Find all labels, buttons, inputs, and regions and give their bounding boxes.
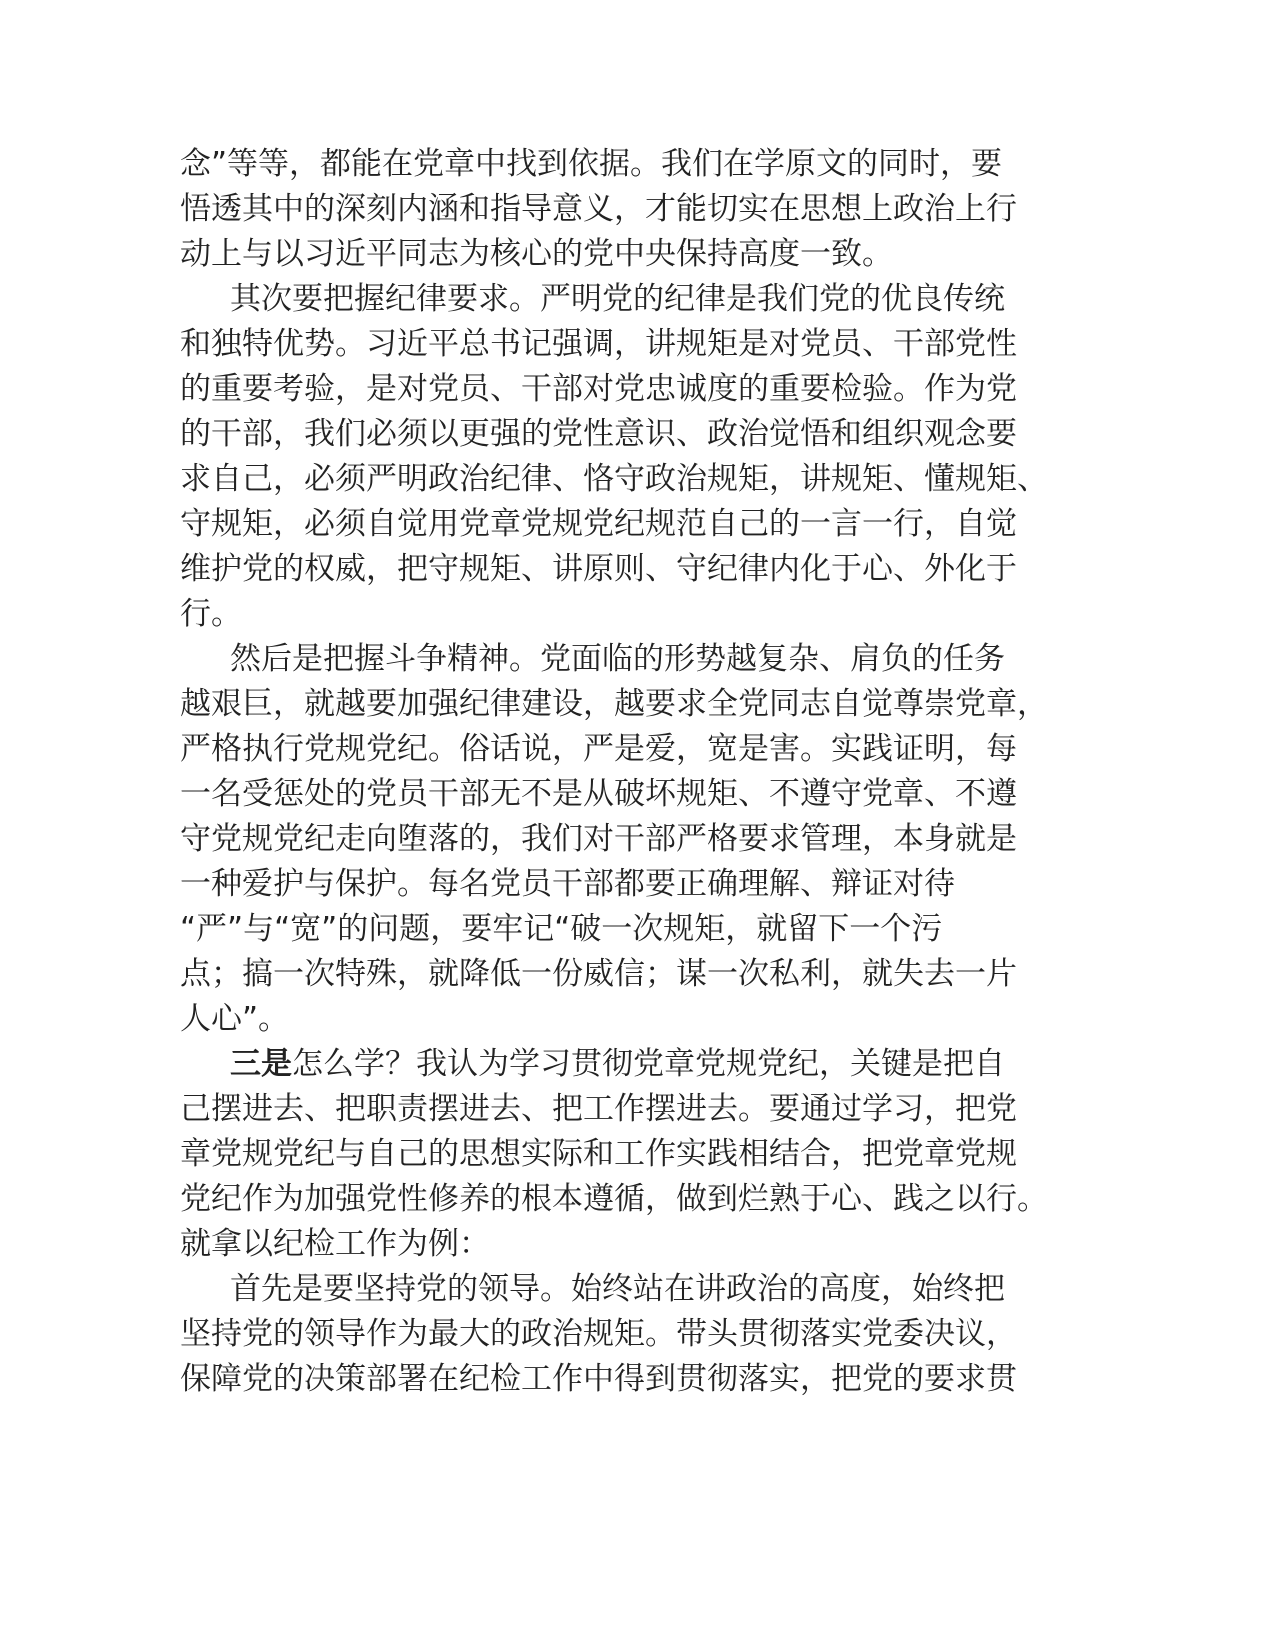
text-line: 维护党的权威，把守规矩、讲原则、守纪律内化于心、外化于	[180, 551, 1017, 587]
text-line: 保障党的决策部署在纪检工作中得到贯彻落实，把党的要求贯	[180, 1361, 1017, 1397]
paragraph-start-line	[180, 1042, 1080, 1087]
text-line: 人心”。	[180, 1001, 290, 1037]
text-line: 章党规党纪与自己的思想实际和工作实践相结合，把党章党规	[180, 1136, 1017, 1172]
text-line: 守规矩，必须自觉用党章党规党纪规范自己的一言一行，自觉	[180, 506, 1017, 542]
document-body	[180, 142, 1080, 1402]
text-line: 怎么学？我认为学习贯彻党章党规党纪，关键是把自	[292, 1046, 1005, 1082]
text-line: 越艰巨，就越要加强纪律建设，越要求全党同志自觉尊崇党章，	[180, 686, 1048, 722]
text-line: 一名受惩处的党员干部无不是从破坏规矩、不遵守党章、不遵	[180, 776, 1017, 812]
text-line: 的干部，我们必须以更强的党性意识、政治觉悟和组织观念要	[180, 416, 1017, 452]
text-line: 守党规党纪走向堕落的，我们对干部严格要求管理，本身就是	[180, 821, 1017, 857]
bold-lead-text: 三是	[230, 1046, 292, 1082]
text-line: 一种爱护与保护。每名党员干部都要正确理解、辩证对待	[180, 866, 955, 902]
text-line: 念”等等，都能在党章中找到依据。我们在学原文的同时，要	[180, 146, 1003, 182]
text-line: 己摆进去、把职责摆进去、把工作摆进去。要通过学习，把党	[180, 1091, 1017, 1127]
paragraph-start-line: 其次要把握纪律要求。严明党的纪律是我们党的优良传统	[230, 281, 1005, 317]
text-line: “严”与“宽”的问题，要牢记“破一次规矩，就留下一个污	[180, 911, 943, 947]
paragraph-start-line: 首先是要坚持党的领导。始终站在讲政治的高度，始终把	[230, 1271, 1005, 1307]
text-line: 就拿以纪检工作为例：	[180, 1226, 490, 1262]
text-line: 的重要考验，是对党员、干部对党忠诚度的重要检验。作为党	[180, 371, 1017, 407]
text-line: 党纪作为加强党性修养的根本遵循，做到烂熟于心、践之以行。	[180, 1181, 1048, 1217]
text-line: 悟透其中的深刻内涵和指导意义，才能切实在思想上政治上行	[180, 191, 1017, 227]
text-line: 点；搞一次特殊，就降低一份威信；谋一次私利，就失去一片	[180, 956, 1017, 992]
text-line: 求自己，必须严明政治纪律、恪守政治规矩，讲规矩、懂规矩、	[180, 461, 1048, 497]
text-line: 和独特优势。习近平总书记强调，讲规矩是对党员、干部党性	[180, 326, 1017, 362]
text-line: 动上与以习近平同志为核心的党中央保持高度一致。	[180, 236, 893, 272]
paragraph-start-line: 然后是把握斗争精神。党面临的形势越复杂、肩负的任务	[230, 641, 1005, 677]
text-line: 严格执行党规党纪。俗话说，严是爱，宽是害。实践证明，每	[180, 731, 1017, 767]
text-line: 行。	[180, 596, 242, 632]
text-line: 坚持党的领导作为最大的政治规矩。带头贯彻落实党委决议，	[180, 1316, 1017, 1352]
